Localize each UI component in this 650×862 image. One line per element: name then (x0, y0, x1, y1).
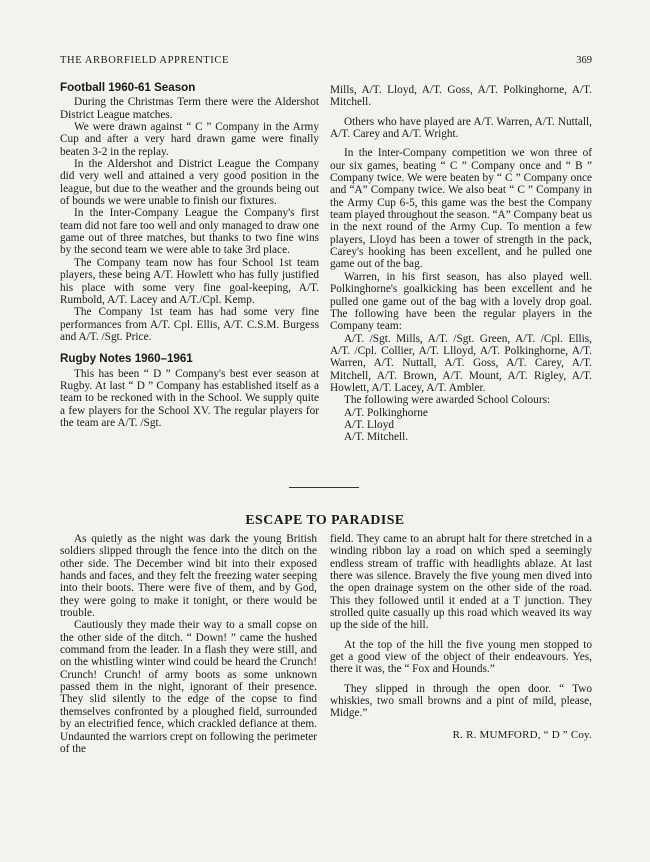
rugby-paragraph-continued: Mills, A/T. Lloyd, A/T. Goss, A/T. Polkinghorne, A/T. Mitchell. (330, 84, 592, 109)
football-paragraph: The Company 1st team has had some very fine performances from A/T. Cpl. Ellis, A/T. C.S.M. Burgess and A/T. /Sgt. Price. (60, 306, 319, 343)
story-paragraph: As quietly as the night was dark the young British soldiers slipped through the fence into the ditch on the other side. The December wind bit into their exposed hands and faces, and they felt the freezing water seeping into their boots. There were five of them, and by God, they were going to make it tonight, or there would be trouble. (60, 533, 317, 620)
colours-item: A/T. Mitchell. (344, 431, 409, 444)
author-signature: R. R. MUMFORD, “ D ” Coy. (452, 728, 592, 741)
story-paragraph: Cautiously they made their way to a small copse on the other side of the ditch. “ Down! ” came the hushed command from the leader. In a flash they were still, and on the whistling winter wind could be heard the Crunch! Crunch! Crunch! of army boots as some unknown passed them in the night, ignorant of their presence. They slid silently to the edge of the copse to find themselves confronted by a ploughed field, surrounded by an electrified fence, which crackled defiance at them. Undaunted the warriors crept on following the perimeter of the (60, 619, 317, 755)
page-number: 369 (576, 55, 592, 66)
rugby-paragraph: In the Inter-Company competition we won three of our six games, beating “ C ” Company once and “ B ” Company twice. We were beaten by “ C ” Company once and “A” Company twice. We also beat “ C ” Company in the Army Cup 6-5, this game was the best the Company team played throughout the season. “A” Company beat us in the next round of the Army Cup. To mention a few players, Lloyd has been a tower of strength in the pack, Carey's hooking has been excellent, and he pulled one game out of the bag. (330, 147, 592, 271)
football-heading: Football 1960-61 Season (60, 81, 196, 94)
column-left-top (60, 82, 319, 429)
football-paragraph: In the Aldershot and District League the Company did very well and attained a very good position in the league, but due to the weather and the grounds being out of bounds we were unable to finish our fixtures. (60, 158, 319, 208)
football-paragraph: In the Inter-Company League the Company's first team did not fare too well and only managed to draw one game out of three matches, but thanks to two fine wins by the second team we were able to take 3rd place. (60, 207, 319, 257)
football-paragraph: During the Christmas Term there were the Aldershot District League matches. (60, 96, 319, 121)
football-paragraph: We were drawn against “ C ” Company in the Army Cup and after a very hard drawn game were finally beaten 3-2 in the replay. (60, 121, 319, 158)
colours-item: A/T. Lloyd (344, 418, 394, 431)
running-title: THE ARBORFIELD APPRENTICE (60, 55, 230, 66)
rugby-paragraph: Warren, in his first season, has also played well. Polkinghorne's goalkicking has been excellent and he pulled one game out of the bag with a lovely drop goal. The following have been the regular players in the Company team: (330, 270, 592, 333)
rugby-player-list: A/T. /Sgt. Mills, A/T. /Sgt. Green, A/T. /Cpl. Ellis, A/T. /Cpl. Collier, A/T. Llloyd, A/T. Polkinghorne, A/T. Warren, A/T. Nuttall, A/T. Goss, A/T. Carey, A/T. Mitchell, A/T. Brown, A/T. Mount, A/T. Rigley, A/T. Howlett, A/T. Lacey, A/T. Ambler. (330, 332, 592, 394)
section-divider (289, 487, 359, 488)
rugby-paragraph: Others who have played are A/T. Warren, A/T. Nuttall, A/T. Carey and A/T. Wright. (330, 115, 592, 141)
rugby-paragraph: This has been “ D ” Company's best ever season at Rugby. At last “ D ” Company has established itself as a team to be reckoned with in the School. We supply quite a few players for the School XV. The regular players for the team are A/T. /Sgt. (60, 367, 319, 429)
story-paragraph: They slipped in through the open door. “ Two whiskies, two small browns and a pint of mild, please, Midge.” (330, 682, 592, 720)
colours-intro: The following were awarded School Colours: (344, 394, 551, 407)
story-title: ESCAPE TO PARADISE (245, 512, 405, 527)
story-paragraph-continued: field. They came to an abrupt halt for there stretched in a winding ribbon lay a road on which sped a seemingly endless stream of traffic with headlights ablaze. At last there was silence. Bravely the five young men dived into the open drainage system on the other side of the road. This they followed until it ended at a T junction. They strolled quite casually up this road which weaved its way up the side of the hill. (330, 533, 592, 632)
story-paragraph: At the top of the hill the five young men stopped to get a good view of the object of their endeavours. Yes, there it was, the “ Fox and Hounds.” (330, 638, 592, 676)
running-header (60, 55, 592, 66)
rugby-heading: Rugby Notes 1960–1961 (60, 352, 193, 366)
colours-item: A/T. Polkinghorne (344, 406, 428, 419)
column-right-bottom (330, 533, 592, 741)
column-right-top (330, 84, 592, 444)
column-left-bottom (60, 533, 317, 755)
football-paragraph: The Company team now has four School 1st team players, these being A/T. Howlett who has fully justified his place with some very fine goal-keeping, A/T. Rumbold, A/T. Lacey and A/T./Cpl. Kemp. (60, 256, 319, 306)
